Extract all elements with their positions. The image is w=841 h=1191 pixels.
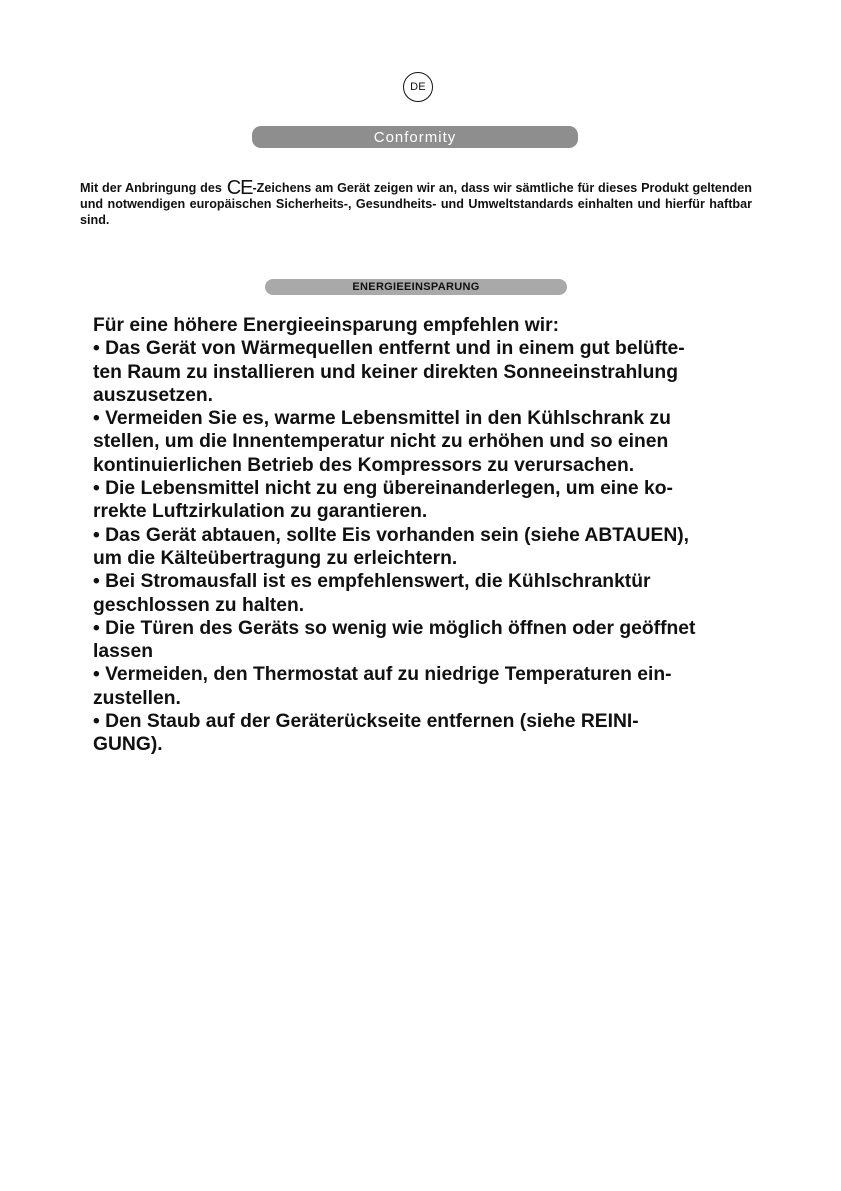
- energy-line: geschlossen zu halten.: [93, 594, 305, 616]
- energy-line: ten Raum zu installieren und keiner direkten Sonneeinstrahlung: [93, 361, 678, 383]
- energy-heading-bar: [265, 279, 567, 295]
- energy-line: • Das Gerät von Wärmequellen entfernt und in einem gut belüfte-: [93, 338, 685, 360]
- energy-line: Für eine höhere Energieeinsparung empfehlen wir:: [93, 315, 560, 336]
- conformity-heading: Conformity: [373, 128, 457, 146]
- energy-line: GUNG).: [93, 734, 163, 756]
- energy-line: stellen, um die Innentemperatur nicht zu erhöhen und so einen: [93, 431, 669, 453]
- energy-line: auszusetzen.: [93, 384, 214, 406]
- energy-line: rrekte Luftzirkulation zu garantieren.: [93, 501, 428, 523]
- conformity-paragraph: [80, 177, 752, 228]
- energy-line: • Die Türen des Geräts so wenig wie möglich öffnen oder geöffnet: [93, 617, 696, 639]
- energy-line: • Bei Stromausfall ist es empfehlenswert, die Kühlschranktür: [93, 571, 651, 593]
- energy-line: • Das Gerät abtauen, sollte Eis vorhanden sein (siehe ABTAUEN),: [93, 524, 690, 546]
- conformity-heading-bar: [252, 126, 578, 148]
- energy-saving-list: [93, 314, 763, 757]
- energy-line: • Den Staub auf der Geräterückseite entfernen (siehe REINI-: [93, 711, 639, 733]
- energy-line: um die Kälteübertragung zu erleichtern.: [93, 547, 458, 569]
- conformity-text-before-mark: Mit der Anbringung des: [80, 181, 226, 195]
- energy-heading: ENERGIEEINSPARUNG: [352, 281, 480, 293]
- energy-line: zustellen.: [93, 687, 181, 709]
- energy-line: kontinuierlichen Betrieb des Kompressors zu verursachen.: [93, 454, 635, 476]
- energy-line: • Vermeiden Sie es, warme Lebensmittel in den Kühlschrank zu: [93, 408, 671, 430]
- conformity-text-after-mark: -Zeichens am Gerät zeigen wir an, dass wir sämtliche für dieses Produkt geltenden und notwendigen europäischen Sicherheits-, Gesundheits- und Umweltstandards einhalten und hierfür haftbar sind.: [80, 181, 752, 227]
- language-code: DE: [410, 81, 426, 93]
- energy-line: • Vermeiden, den Thermostat auf zu niedrige Temperaturen ein-: [93, 664, 672, 686]
- energy-line: lassen: [93, 641, 154, 663]
- energy-line: • Die Lebensmittel nicht zu eng übereinanderlegen, um eine ko-: [93, 478, 673, 500]
- language-badge: [403, 72, 433, 102]
- ce-mark-icon: CE: [226, 177, 253, 199]
